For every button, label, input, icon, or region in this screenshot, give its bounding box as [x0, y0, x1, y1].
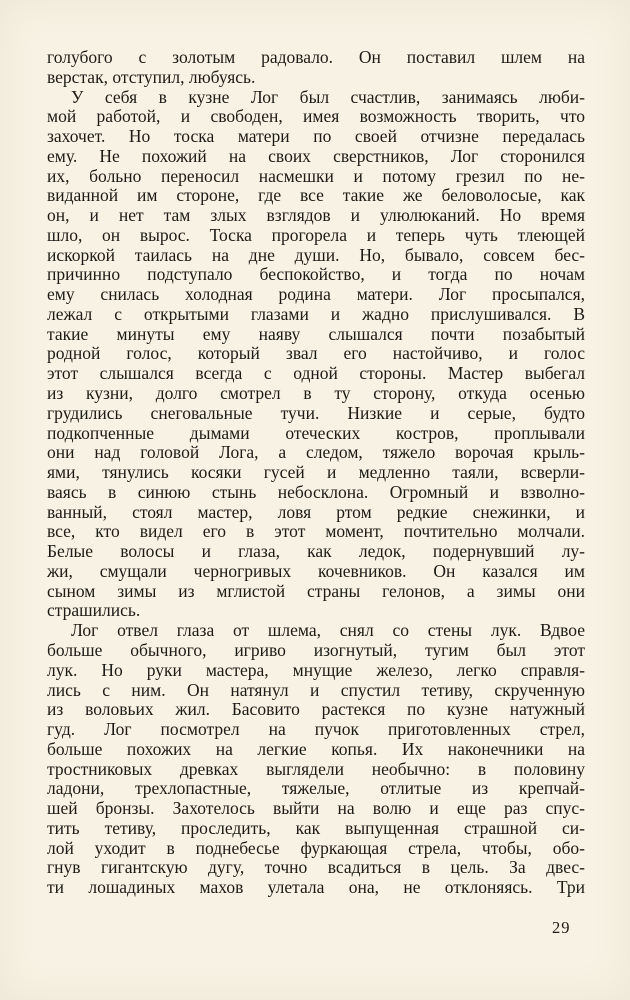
paragraph [47, 48, 585, 88]
text-line: ладони, трехлопастные, тяжелые, отлитые из крепчай- [47, 778, 585, 799]
text-block [47, 48, 585, 898]
text-line: из кузни, долго смотрел в ту сторону, откуда осенью [47, 383, 585, 404]
text-line: Белые волосы и глаза, как ледок, подернувший лу- [47, 541, 585, 562]
text-line: верстак, отступил, любуясь. [47, 66, 256, 87]
text-line: из воловьих жил. Басовито растекся по кузне натужный [47, 699, 585, 720]
text-line: лук. Но руки мастера, мнущие железо, легко справля- [47, 659, 585, 680]
text-line: родной голос, который звал его настойчиво, и голос [47, 343, 585, 364]
text-line: тить тетиву, проследить, как выпущенная страшной си- [47, 817, 585, 838]
text-line: гуд. Лог посмотрел на пучок приготовленных стрел, [47, 719, 585, 740]
text-line: страшились. [47, 600, 141, 621]
text-line: голубого с золотым радовало. Он поставил шлем на [47, 47, 585, 67]
text-line: такие минуты ему наяву слышался почти позабытый [47, 323, 585, 344]
text-line: ями, тянулись косяки гусей и медленно таяли, всверли- [47, 462, 585, 483]
text-line: их, больно переносил насмешки и потому грезил по не- [47, 165, 585, 186]
text-line: ему снилась холодная родина матери. Лог просыпался, [47, 284, 585, 305]
text-line: виданной им стороне, где все такие же беловолосые, как [47, 185, 585, 206]
text-line: мой работой, и свободен, имея возможность творить, что [47, 106, 585, 127]
text-line: все, кто видел его в этот момент, почтительно молчали. [47, 521, 585, 542]
text-line: грудились снеговальные тучи. Низкие и серые, будто [47, 402, 585, 423]
text-line: больше похожих на легкие копья. Их наконечники на [47, 738, 585, 759]
page-number: 29 [552, 918, 571, 937]
text-line: подкопченные дымами отеческих костров, проплывали [47, 422, 585, 443]
text-line: больше обычного, игриво изогнутый, тугим был этот [47, 639, 585, 660]
text-line: Лог отвел глаза от шлема, снял со стены лук. Вдвое [71, 620, 585, 641]
text-line: шей бронзы. Захотелось выйти на волю и еще раз спус- [47, 798, 585, 819]
text-line: ванный, стоял мастер, ловя ртом редкие снежинки, и [47, 501, 585, 522]
text-line: ему. Не похожий на своих сверстников, Лог сторонился [47, 145, 585, 166]
text-line: причинно подступало беспокойство, и тогда по ночам [47, 264, 585, 285]
text-line: тростниковых древках выглядели необычно: в половину [47, 758, 585, 779]
text-line: лись с ним. Он натянул и спустил тетиву, скрученную [47, 679, 585, 700]
paragraph [47, 88, 585, 622]
text-line: ваясь в синюю стынь небосклона. Огромный и взволно- [47, 481, 585, 502]
text-line: У себя в кузне Лог был счастлив, занимаясь люби- [71, 86, 585, 107]
text-line: шло, он вырос. Тоска прогорела и теперь чуть тлеющей [47, 224, 585, 245]
text-line: жи, смущали черногривых кочевников. Он казался им [47, 560, 585, 581]
text-line: ти лошадиных махов улетала она, не отклоняясь. Три [47, 877, 585, 898]
paragraph [47, 621, 585, 898]
text-line: лой уходит в поднебесье фуркающая стрела, чтобы, обо- [47, 837, 585, 858]
text-line: сыном зимы из мглистой страны гелонов, а зимы они [47, 580, 585, 601]
text-line: искоркой таилась на дне души. Но, бывало, совсем бес- [47, 244, 585, 265]
text-line: он, и нет там злых взглядов и улюлюканий. Но время [47, 205, 585, 226]
text-line: лежал с открытыми глазами и жадно прислушивался. В [47, 303, 585, 324]
text-line: этот слышался всегда с одной стороны. Мастер выбегал [47, 363, 585, 384]
text-line: захочет. Но тоска матери по своей отчизне передалась [47, 126, 585, 147]
text-line: гнув гигантскую дугу, точно всадиться в цель. За двес- [47, 857, 585, 878]
text-line: они над головой Лога, а следом, тяжело ворочая крыль- [47, 442, 585, 463]
